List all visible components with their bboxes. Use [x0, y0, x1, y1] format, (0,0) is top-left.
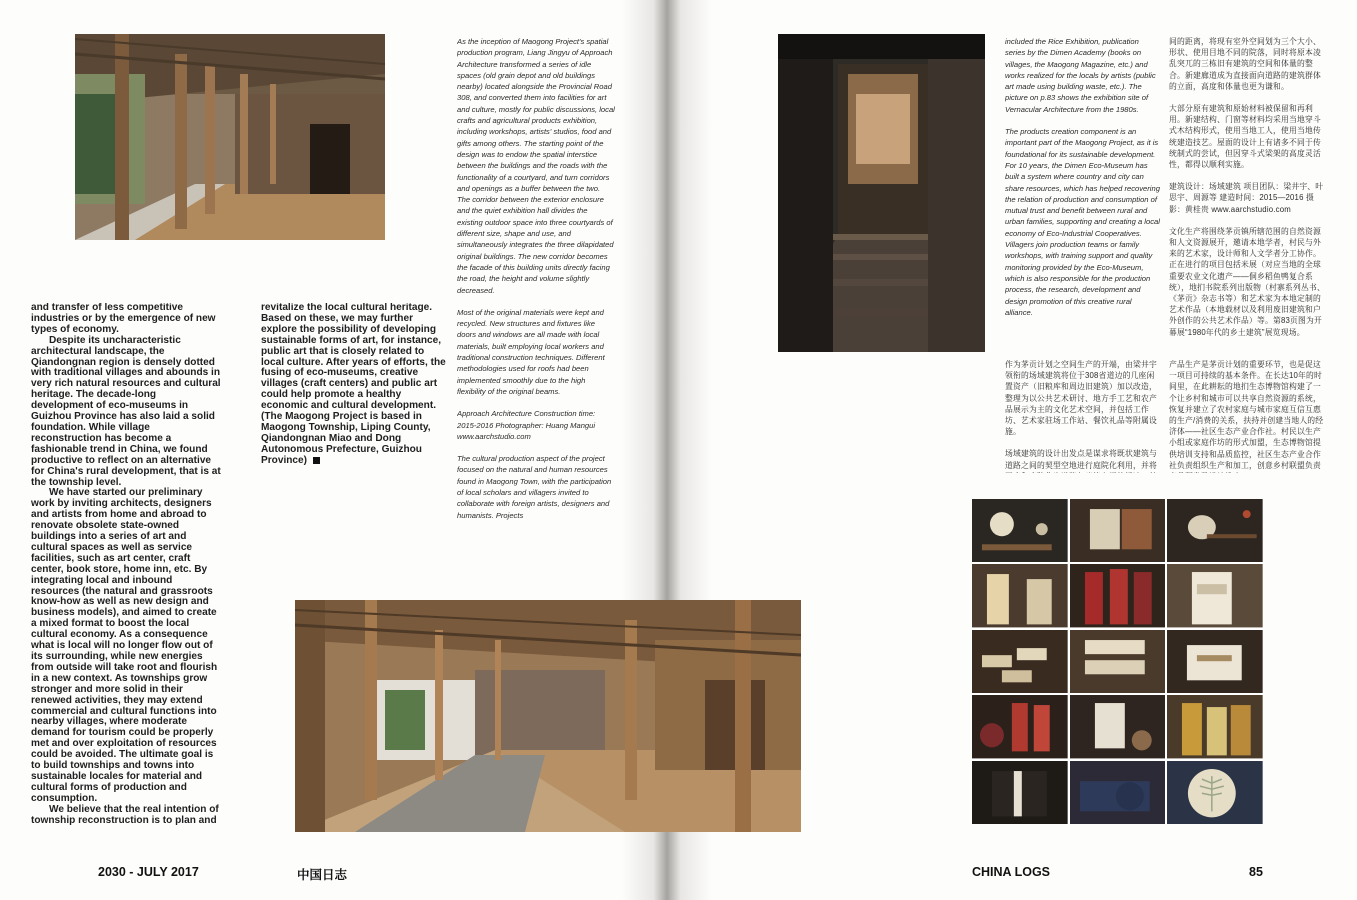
photo-wooden-corridor: [75, 34, 385, 240]
left-col-2: [261, 303, 447, 473]
product-photo: [972, 695, 1068, 758]
left-col3-para: The cultural production aspect of the project focused on the natural and human resources found in Maogong Town, with the participation of local scholars and villagers invited to collaborate with foreign artists, designers and humanists. Projects: [457, 454, 612, 520]
product-photo: [1167, 761, 1263, 824]
product-photo: [1167, 564, 1263, 627]
product-photo: [1070, 761, 1166, 824]
product-photo: [972, 630, 1068, 693]
page-number: 85: [1249, 865, 1263, 879]
footer-issue: 2030 - JULY 2017: [98, 865, 199, 879]
product-photo: [1070, 695, 1166, 758]
product-photo: [1070, 499, 1166, 562]
right-cn-bottom-right: [1169, 359, 1327, 473]
cn-para: 作为茅贡计划之空间生产的开端，由梁井宇领衔的场域建筑将位于308省道边的几座闲置资产（旧粮库和周边旧建筑）加以改造，整理为以公共艺术研讨、地方手工艺和农产品展示为主的文化艺术空间，并包括工作坊、艺术家驻场工作站、餐饮礼品等附属设施。: [1005, 360, 1157, 437]
right-cn-bottom-left: [1005, 359, 1161, 473]
left-col1-para: and transfer of less competitive industries or by the emergence of new types of economy.: [31, 303, 216, 335]
product-photo: [1167, 499, 1263, 562]
left-col2-para: revitalize the local cultural heritage. Based on these, we may further explore the possibility of developing sustainable forms of art, for instance, public art that is closely related to local culture. After years of efforts, the fusing of eco-museums, creative villages (craft centers) and public art could help promote a healthy economic and cultural development.: [261, 303, 446, 412]
product-photo: [1167, 630, 1263, 693]
product-photo: [1070, 630, 1166, 693]
product-photo: [1070, 564, 1166, 627]
product-photo: [1167, 695, 1263, 758]
photo-stairway: [778, 34, 985, 352]
cn-para: 场域建筑的设计出发点是谋求将既状建筑与道路之间的契型空地进行庭院化利用，并将: [1005, 449, 1157, 470]
left-col1-para: Despite its uncharacteristic architectural landscape, the Qiandongnan region is densely dotted with traditional villages and abounds in very rich natural resources and cultural heritage. The decade-long development of eco-museums in Guizhou Province has also laid a solid foundation. While village reconstruction has become a fashionable trend in China, we found productive to reflect on an alternative for China's rural development, that is at the township level.: [31, 334, 221, 488]
right-col1-para: The products creation component is an important part of the Maogong Project, as it is foundational for its sustainable development. For 10 years, the Dimen Eco-Museum has built a system where country and city can share resources, which has helped recovering the relation of production and consumption of mutual trust and benefit between rural and urban families, supporting and creating a local economy of Eco-Industrial Cooperatives. Villagers join production teams or family workshops, with training support and quality monitoring provided by the Eco-Museum, which is also responsible for the production process, the research, development and design promotion of this creative rural alliance.: [1005, 127, 1160, 317]
cn-para: 文化生产将围绕茅贡镇所辖范围的自然资源和人文资源展开，邀请本地学者，村民与外来的艺术家，设计师和人文学者分工协作。正在进行的项目包括米展（对应当地的全球重要农业文化遗产——侗乡稻鱼鸭复合系统），地扪书院系列出版物（村寨系列丛书、《茅贡》杂志书等）和艺术家为本地定制的艺术作品（本地载材以及利用废旧建筑和户外创作的公共艺术作品）等。第83页图为开幕展“1980年代的乡土建筑”展览现场。: [1169, 226, 1326, 337]
cn-credits: 建筑设计：场域建筑 项目团队：梁井宇、叶思宇、周源等 建造时间：2015—2016 摄影：黄桂贵 www.aarchstudio.com: [1169, 182, 1324, 214]
product-photo: [972, 564, 1068, 627]
right-col1-para: included the Rice Exhibition, publication series by the Dimen Academy (books on villages, the Maogong Magazine, etc.) and works realized for the locals by artists (public art made using building waste, etc.). The picture on p.83 shows the exhibition site of Vernacular Architecture from the 1980s.: [1005, 37, 1156, 114]
cn-para: 大部分原有建筑和原始材料被保留和再利用。新建结构、门窗等材料均采用当地穿斗式木结构形式，使用当地工人，使用当地传统建造技艺。屋面的设计上有诸多不同于传统制式的尝试，但因穿斗式梁架的高度灵活性，都得以顺利实施。: [1169, 104, 1321, 170]
left-col-3: [457, 36, 615, 564]
right-col-1: [1005, 36, 1161, 336]
left-col-1: [31, 303, 221, 825]
cn-para: 间的距离，将现有室外空间划为三个大小、形状、使用目地不同的院落，同时将原本凌乱突兀的三栋旧有建筑的空间和体量的整合。新建廊道成为直接面向道路的建筑群体的立面，高度和体量也更为谦和。: [1169, 37, 1321, 91]
end-mark-icon: [313, 457, 320, 464]
left-col2-para: [261, 412, 447, 467]
left-col3-para: As the inception of Maogong Project's spatial production program, Liang Jingyu of Approach Architecture transformed a series of idle spaces (old grain depot and old buildings nearby) located alongside the Provincial Road 308, and converted them into facilities for art and culture, mostly for public discussions, local crafts and agricultural products exhibition, including workshops, artists' studios, food and gifts among others. The starting point of the design was to endow the spatial interstice between the buildings and the roads with the functionality of a courtyard, and turn corridors and openings as a buffer between the two. The corridor between the exterior enclosure and the quiet exhibition hall divides the existing outdoor space into three courtyards of different size, shape and use, and simultaneously integrates the three dilapidated original buildings. The new corridor becomes the facade of this building units directly facing the road, the height and volume slightly decreased.: [457, 37, 615, 295]
right-cn-top: [1169, 36, 1327, 348]
project-note: (The Maogong Project is based in Maogong Township, Liping County, Qiandongnan Miao and Dong Autonomous Prefecture, Guizhou Province): [261, 411, 431, 466]
cn-para: 产品生产是茅贡计划的重要环节，也是促这一项目可持续的基本条件。在长达10年的时间里，在此耕耘的地扪生态博物馆构建了一个让乡村和城市可以共享自然资源的系统，恢复并建立了农村家庭与城市家庭互信互惠的生产/消费的关系，扶持并创建当地人的经济体——社区生态产业合作社。村民以生产小组或家庭作坊的形式加盟，生态博物馆提供培训支持和品质监控，社区生态产业合作社负责组织生产和加工，创意乡村联盟负责: [1169, 360, 1324, 470]
left-col3-credits: Approach Architecture Construction time: 2015-2016 Photographer: Huang Mangui www.aarchstudio.com: [457, 409, 596, 441]
left-col1-para: We believe that the real intention of township reconstruction is to plan and: [31, 803, 219, 825]
product-photo: [972, 761, 1068, 824]
photo-courtyard-corridor: [295, 600, 801, 832]
left-col1-para: We have started our preliminary work by inviting architects, designers and artists from home and abroad to renovate obsolete state-owned buildings into a series of art and cultural spaces as well as service facilities, such as art center, craft center, book store, home inn, etc. By integrating local and inbound resources (the natural and grassroots know-how as well as new design and business models), and aimed to create a mixed format to boost the local cultural economy. As a consequence what is local will no longer flow out of its surrounding, while new energies from outside will take root and flourish in a new context. As townships grow stronger and more solid in their renewed activities, they may extend commercial and cultural functions into nearby villages, where moderate demand for tourism could be properly met and over exploitation of resources could be avoided. The ultimate goal is to build townships and towns into sustainable locales for material and cultural forms of production and consumption.: [31, 487, 218, 804]
footer-logo-en: CHINA LOGS: [972, 865, 1051, 879]
footer-logo-cn: 中国日志: [297, 868, 348, 882]
product-photo: [972, 499, 1068, 562]
product-photo-grid: [972, 499, 1263, 824]
left-col3-para: Most of the original materials were kept and recycled. New structures and fixtures like doors and windows are all made with local materials, built employing local workers and traditional construction techniques. Different methodologies used for roofs had been implemented smoothly due to the high flexibility of the original beams.: [457, 307, 605, 396]
